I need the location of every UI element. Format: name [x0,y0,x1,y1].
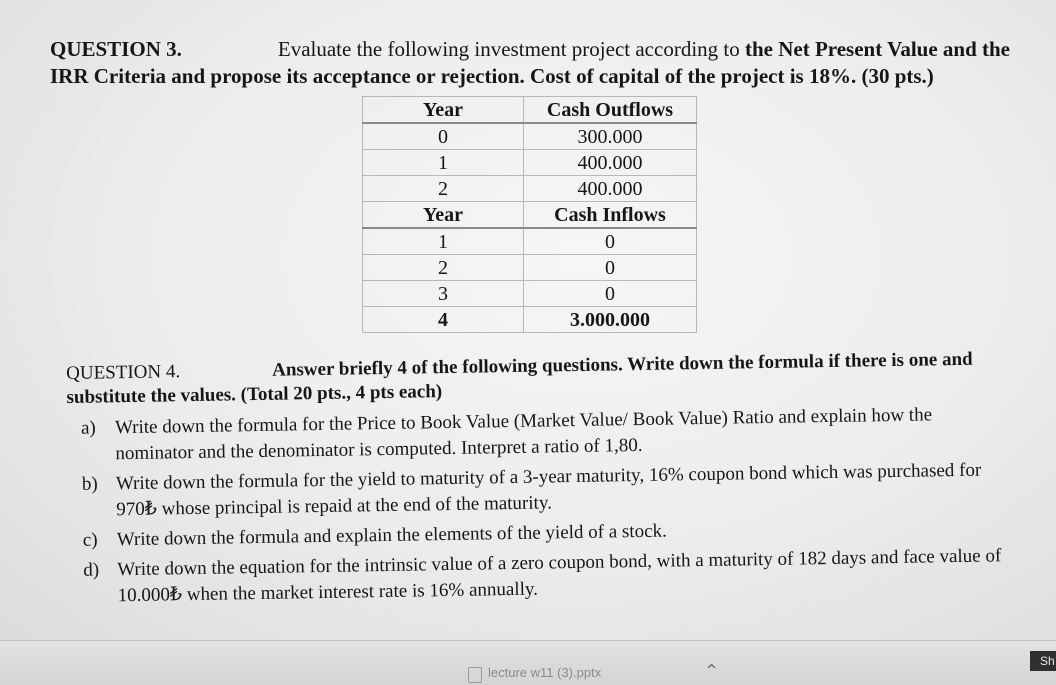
year-cell: 1 [363,150,524,176]
pptx-file-icon[interactable] [468,667,482,683]
question-3-heading [50,36,1040,90]
value-cell: 0 [524,228,697,255]
download-filename[interactable]: lecture w11 (3).pptx [488,665,602,680]
list-marker: d) [83,559,100,581]
table-row [363,255,697,281]
question-4-intro: Answer briefly 4 of the following questions. Write down the formula if there is one and substitute the values. (Total 20 pts., 4 pts each) [66,348,973,408]
year-cell: 3 [363,281,524,307]
header-cash-outflows: Cash Outflows [524,97,697,124]
year-cell: 0 [363,123,524,150]
taskbar [0,640,1056,685]
list-item-text: Write down the formula for the yield to maturity of a 3-year maturity, 16% coupon bond which was purchased for 970₺ whose principal is repaid at the end of the maturity. [115,459,982,521]
list-item-text: Write down the equation for the intrinsic value of a zero coupon bond, with a maturity of 182 days and face value of 10.000₺ when the market interest rate is 16% annually. [117,545,1002,607]
table-header-row [363,97,697,124]
header-year: Year [363,202,524,229]
table-row [363,281,697,307]
year-cell: 1 [363,228,524,255]
value-cell: 3.000.000 [524,307,697,333]
question-3-text-start: Evaluate the following investment project according to [277,37,745,61]
question-3-label: QUESTION 3. [50,37,182,61]
year-cell: 2 [363,255,524,281]
chevron-up-icon[interactable]: ^ [706,663,717,678]
value-cell: 0 [524,255,697,281]
cash-flow-table [362,96,697,333]
question-4-block [66,347,1010,614]
table-row [363,307,697,333]
value-cell: 300.000 [524,123,697,150]
table-header-row [363,202,697,229]
value-cell: 400.000 [524,150,697,176]
show-all-button[interactable]: Sh [1030,651,1056,671]
question-4-list [67,401,1010,610]
list-item-text: Write down the formula for the Price to Book Value (Market Value/ Book Value) Ratio and explain how the nominator and the denominator is computed. Interpret a ratio of 1,80. [114,404,933,465]
list-marker: a) [80,417,96,439]
list-marker: c) [82,529,98,551]
list-item [67,401,1008,468]
year-cell: 4 [363,307,524,333]
question-3-text-bold: the Net Present Value and the IRR Criteria and propose its acceptance or rejection. Cost of capital of the project is 18%. (30 pts.) [50,37,1011,88]
table-row [363,176,697,202]
value-cell: 400.000 [524,176,697,202]
table-row [363,150,697,176]
header-year: Year [363,97,524,124]
list-item [69,543,1010,610]
year-cell: 2 [363,176,524,202]
table-row [363,228,697,255]
value-cell: 0 [524,281,697,307]
question-4-heading [66,347,1007,410]
table-row [363,123,697,150]
header-cash-inflows: Cash Inflows [524,202,697,229]
list-item [68,457,1009,524]
question-4-label: QUESTION 4. [66,361,181,384]
list-marker: b) [81,473,98,495]
list-item-text: Write down the formula and explain the elements of the yield of a stock. [116,520,667,551]
